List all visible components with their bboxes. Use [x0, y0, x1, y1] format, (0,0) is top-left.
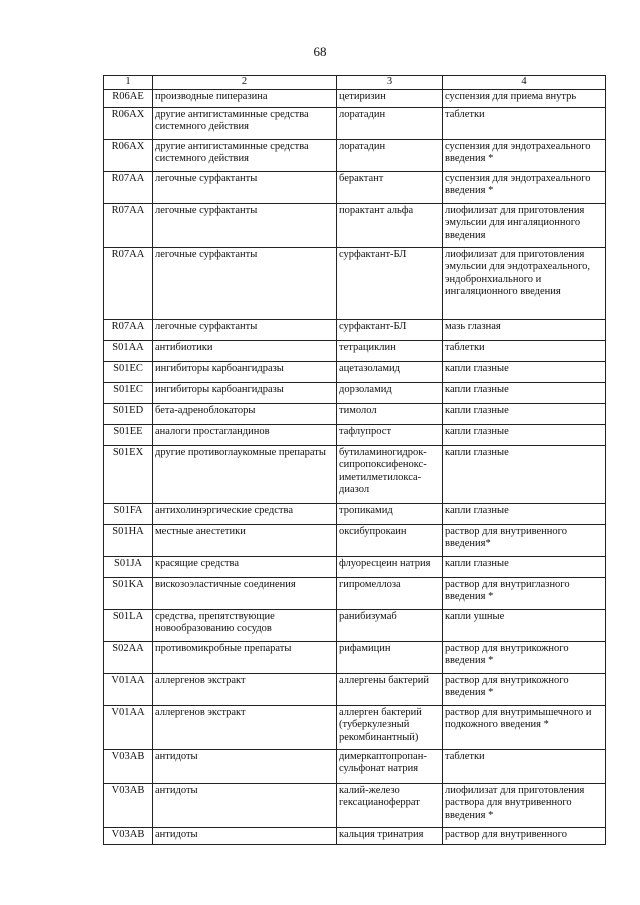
cell-code: S01EC — [104, 361, 153, 382]
cell-group: аллергенов экстракт — [153, 705, 337, 749]
cell-substance: бутиламиногидрок-сипропоксифенокс-иметилметилокса-диазол — [337, 445, 443, 503]
cell-group: противомикробные препараты — [153, 641, 337, 673]
table-row — [104, 503, 606, 524]
cell-form: капли глазные — [443, 382, 606, 403]
table-row — [104, 171, 606, 203]
cell-group: местные анестетики — [153, 524, 337, 556]
cell-form: лиофилизат для приготовления эмульсии для ингаляционного введения — [443, 203, 606, 247]
cell-code: S01AA — [104, 340, 153, 361]
table-row — [104, 424, 606, 445]
cell-group: вискозоэластичные соединения — [153, 577, 337, 609]
cell-substance: флуоресцеин натрия — [337, 556, 443, 577]
cell-group: производные пиперазина — [153, 89, 337, 107]
cell-group: легочные сурфактанты — [153, 319, 337, 340]
column-header: 4 — [443, 76, 606, 90]
table-row — [104, 705, 606, 749]
cell-substance: сурфактант-БЛ — [337, 319, 443, 340]
cell-form: раствор для внутрикожного введения * — [443, 641, 606, 673]
cell-substance: берактант — [337, 171, 443, 203]
cell-group: легочные сурфактанты — [153, 203, 337, 247]
cell-code: S02AA — [104, 641, 153, 673]
cell-code: R06AE — [104, 89, 153, 107]
cell-substance: димеркаптопропан-сульфонат натрия — [337, 749, 443, 783]
cell-substance: кальция тринатрия — [337, 827, 443, 844]
cell-form: раствор для внутрикожного введения * — [443, 673, 606, 705]
table-row — [104, 340, 606, 361]
cell-substance: ранибизумаб — [337, 609, 443, 641]
cell-form: капли глазные — [443, 503, 606, 524]
cell-form: капли глазные — [443, 361, 606, 382]
table-row — [104, 609, 606, 641]
cell-code: R06AX — [104, 139, 153, 171]
table-row — [104, 107, 606, 139]
cell-form: таблетки — [443, 107, 606, 139]
cell-code: R07AA — [104, 171, 153, 203]
cell-code: R07AA — [104, 319, 153, 340]
cell-substance: ацетазоламид — [337, 361, 443, 382]
table-row — [104, 445, 606, 503]
table-row — [104, 203, 606, 247]
cell-group: другие антигистаминные средства системного действия — [153, 139, 337, 171]
table-row — [104, 382, 606, 403]
cell-substance: порактант альфа — [337, 203, 443, 247]
cell-code: S01EC — [104, 382, 153, 403]
cell-code: V01AA — [104, 705, 153, 749]
cell-code: V03AB — [104, 749, 153, 783]
cell-substance: гипромеллоза — [337, 577, 443, 609]
cell-code: S01JA — [104, 556, 153, 577]
cell-code: S01EE — [104, 424, 153, 445]
cell-code: R06AX — [104, 107, 153, 139]
table-row — [104, 139, 606, 171]
cell-code: S01LA — [104, 609, 153, 641]
cell-form: капли глазные — [443, 403, 606, 424]
cell-form: раствор для внутривенного введения* — [443, 524, 606, 556]
cell-form: капли глазные — [443, 445, 606, 503]
cell-code: R07AA — [104, 247, 153, 319]
cell-substance: лоратадин — [337, 139, 443, 171]
cell-group: другие противоглаукомные препараты — [153, 445, 337, 503]
cell-code: V03AB — [104, 783, 153, 827]
table-row — [104, 556, 606, 577]
cell-group: аналоги простагландинов — [153, 424, 337, 445]
cell-substance: тимолол — [337, 403, 443, 424]
cell-code: S01ED — [104, 403, 153, 424]
cell-group: красящие средства — [153, 556, 337, 577]
cell-substance: аллергены бактерий — [337, 673, 443, 705]
cell-group: антидоты — [153, 783, 337, 827]
page-number: 68 — [313, 44, 327, 59]
cell-form: раствор для внутриглазного введения * — [443, 577, 606, 609]
cell-substance: тропикамид — [337, 503, 443, 524]
cell-group: аллергенов экстракт — [153, 673, 337, 705]
cell-form: суспензия для эндотрахеального введения * — [443, 139, 606, 171]
table-row — [104, 783, 606, 827]
cell-group: средства, препятствующие новообразованию сосудов — [153, 609, 337, 641]
cell-group: антибиотики — [153, 340, 337, 361]
cell-group: антидоты — [153, 827, 337, 844]
cell-code: V01AA — [104, 673, 153, 705]
cell-form: раствор для внутримышечного и подкожного введения * — [443, 705, 606, 749]
column-header: 1 — [104, 76, 153, 90]
cell-form: таблетки — [443, 749, 606, 783]
cell-form: суспензия для эндотрахеального введения * — [443, 171, 606, 203]
cell-group: легочные сурфактанты — [153, 171, 337, 203]
drug-table — [103, 75, 606, 845]
table-row — [104, 827, 606, 844]
table-body — [104, 89, 606, 844]
cell-code: R07AA — [104, 203, 153, 247]
cell-group: ингибиторы карбоангидразы — [153, 361, 337, 382]
table-row — [104, 361, 606, 382]
column-header: 2 — [153, 76, 337, 90]
cell-form: лиофилизат для приготовления раствора для внутривенного введения * — [443, 783, 606, 827]
column-header: 3 — [337, 76, 443, 90]
cell-code: V03AB — [104, 827, 153, 844]
cell-form: лиофилизат для приготовления эмульсии для эндотрахеального, эндобронхиального и ингаляционного введения — [443, 247, 606, 319]
table-row — [104, 403, 606, 424]
table-row — [104, 577, 606, 609]
cell-substance: рифамицин — [337, 641, 443, 673]
cell-form: мазь глазная — [443, 319, 606, 340]
cell-code: S01HA — [104, 524, 153, 556]
cell-group: легочные сурфактанты — [153, 247, 337, 319]
cell-substance: оксибупрокаин — [337, 524, 443, 556]
cell-substance: сурфактант-БЛ — [337, 247, 443, 319]
cell-group: антихолинэргические средства — [153, 503, 337, 524]
table-header-row — [104, 76, 606, 90]
cell-substance: калий-железо гексацианоферрат — [337, 783, 443, 827]
table-row — [104, 247, 606, 319]
cell-form: раствор для внутривенного — [443, 827, 606, 844]
cell-group: другие антигистаминные средства системного действия — [153, 107, 337, 139]
table-row — [104, 749, 606, 783]
table-row — [104, 673, 606, 705]
table-row — [104, 641, 606, 673]
cell-form: капли ушные — [443, 609, 606, 641]
cell-form: капли глазные — [443, 556, 606, 577]
table-row — [104, 524, 606, 556]
cell-form: капли глазные — [443, 424, 606, 445]
cell-group: антидоты — [153, 749, 337, 783]
table-row — [104, 319, 606, 340]
table-row — [104, 89, 606, 107]
cell-form: таблетки — [443, 340, 606, 361]
cell-group: ингибиторы карбоангидразы — [153, 382, 337, 403]
cell-code: S01KA — [104, 577, 153, 609]
cell-substance: тетрациклин — [337, 340, 443, 361]
cell-form: суспензия для приема внутрь — [443, 89, 606, 107]
cell-group: бета-адреноблокаторы — [153, 403, 337, 424]
cell-code: S01EX — [104, 445, 153, 503]
cell-substance: лоратадин — [337, 107, 443, 139]
cell-substance: аллерген бактерий (туберкулезный рекомбинантный) — [337, 705, 443, 749]
cell-substance: цетиризин — [337, 89, 443, 107]
cell-substance: дорзоламид — [337, 382, 443, 403]
cell-code: S01FA — [104, 503, 153, 524]
cell-substance: тафлупрост — [337, 424, 443, 445]
